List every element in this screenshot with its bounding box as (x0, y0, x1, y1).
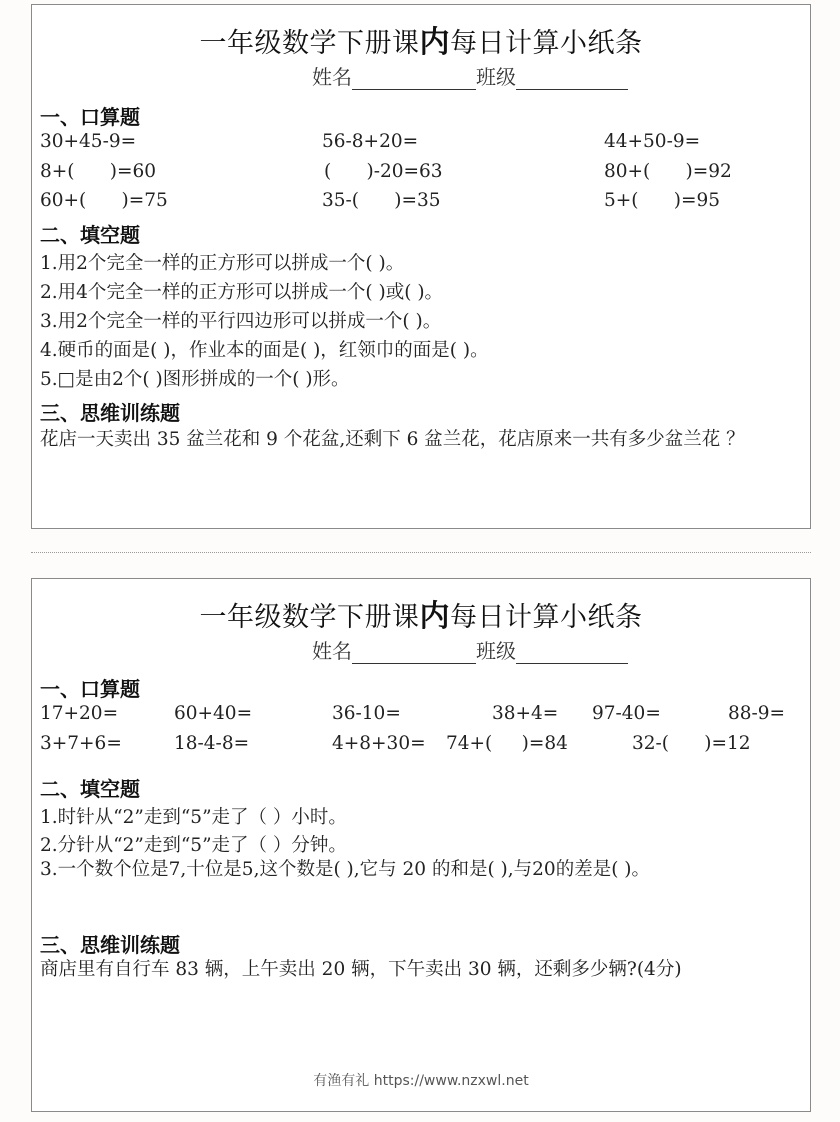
fill-item: 3.一个数个位是7,十位是5,这个数是( ),它与 20 的和是( ),与20的差是( )。 (40, 859, 651, 880)
section-heading-thinking: 三、思维训练题 (40, 933, 180, 957)
oral-problem: 17+20= (40, 703, 119, 724)
fill-item: 2.分针从“2”走到“5”走了（ ）分钟。 (40, 835, 347, 856)
section-heading-oral: 一、口算题 (40, 677, 140, 701)
fill-item: 1.用2个完全一样的正方形可以拼成一个( )。 (40, 253, 405, 274)
oral-problem: 18-4-8= (174, 733, 250, 754)
name-field[interactable] (352, 69, 476, 90)
oral-problem: 8+( )=60 (40, 161, 157, 182)
title-emph: 内 (419, 25, 450, 60)
oral-problem: 97-40= (592, 703, 661, 724)
name-field[interactable] (352, 643, 476, 664)
class-label: 班级 (476, 65, 516, 89)
fill-item: 1.时针从“2”走到“5”走了（ ）小时。 (40, 807, 347, 828)
oral-problem: 30+45-9= (40, 131, 137, 152)
oral-problem: 56-8+20= (322, 131, 419, 152)
cut-line-divider (31, 552, 811, 553)
oral-problem: 4+8+30= (332, 733, 426, 754)
class-field[interactable] (516, 69, 628, 90)
worksheet-title (32, 17, 810, 61)
section-heading-fill: 二、填空题 (40, 777, 140, 801)
oral-problem: 32-( )=12 (632, 733, 751, 754)
title-part: 一年级数学下册课 (199, 602, 420, 633)
fill-item: 4.硬币的面是( )，作业本的面是( )，红领巾的面是( )。 (40, 340, 489, 361)
title-part: 每日计算小纸条 (450, 28, 643, 59)
title-emph: 内 (419, 599, 450, 634)
worksheet-2 (31, 578, 811, 1112)
thinking-problem: 花店一天卖出 35 盆兰花和 9 个花盆,还剩下 6 盆兰花，花店原来一共有多少盆兰花 ？ (40, 429, 745, 450)
oral-problem: 35-( )=35 (322, 190, 441, 211)
oral-problem: 88-9= (728, 703, 786, 724)
worksheet-title (32, 591, 810, 635)
name-label: 姓名 (312, 639, 352, 663)
fill-item: 5.□是由2个( )图形拼成的一个( )形。 (40, 369, 350, 390)
name-class-row (312, 61, 628, 90)
fill-item: 3.用2个完全一样的平行四边形可以拼成一个( )。 (40, 311, 442, 332)
oral-problem: 44+50-9= (604, 131, 701, 152)
oral-problem: 60+40= (174, 703, 253, 724)
worksheet-1 (31, 4, 811, 529)
class-label: 班级 (476, 639, 516, 663)
oral-problem: 5+( )=95 (604, 190, 721, 211)
oral-problem: 38+4= (492, 703, 559, 724)
section-heading-thinking: 三、思维训练题 (40, 401, 180, 425)
fill-item: 2.用4个完全一样的正方形可以拼成一个( )或( )。 (40, 282, 444, 303)
title-part: 每日计算小纸条 (450, 602, 643, 633)
name-label: 姓名 (312, 65, 352, 89)
oral-problem: 60+( )=75 (40, 190, 168, 211)
title-part: 一年级数学下册课 (199, 28, 420, 59)
thinking-problem: 商店里有自行车 83 辆，上午卖出 20 辆，下午卖出 30 辆，还剩多少辆?(4分) (40, 959, 682, 980)
class-field[interactable] (516, 643, 628, 664)
section-heading-oral: 一、口算题 (40, 105, 140, 129)
section-heading-fill: 二、填空题 (40, 223, 140, 247)
oral-problem: ( )-20=63 (324, 161, 443, 182)
oral-problem: 80+( )=92 (604, 161, 732, 182)
oral-problem: 3+7+6= (40, 733, 122, 754)
watermark-text: 有渔有礼 https://www.nzxwl.net (313, 1073, 529, 1089)
oral-problem: 74+( )=84 (446, 733, 568, 754)
oral-problem: 36-10= (332, 703, 401, 724)
name-class-row (312, 635, 628, 664)
